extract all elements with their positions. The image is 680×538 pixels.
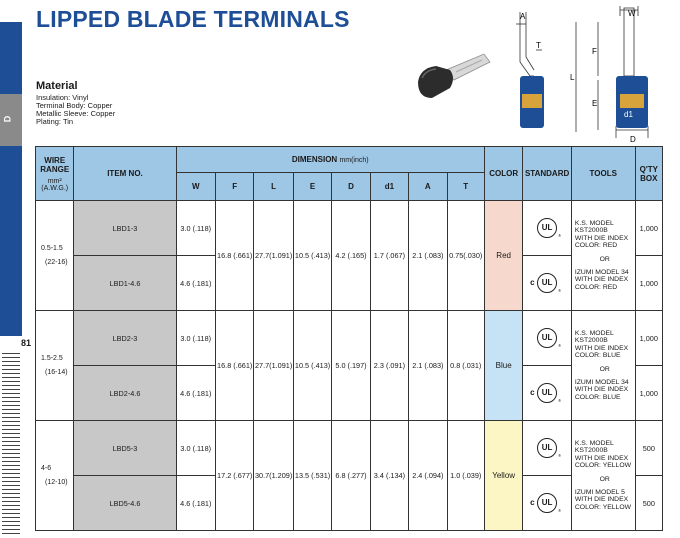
dim-E: 10.5 (.413) — [293, 201, 331, 311]
tools-or: OR — [599, 366, 610, 373]
dim-F: 16.8 (.661) — [215, 201, 253, 311]
technical-drawing — [500, 2, 676, 144]
standard-cell — [523, 201, 572, 256]
cul-listed-icon: c UL ® — [537, 273, 557, 293]
wire-range-cell — [36, 421, 74, 531]
standard-cell — [523, 366, 572, 421]
ul-listed-icon: UL ® — [537, 438, 557, 458]
qty-cell: 500 — [635, 476, 662, 531]
header-wire-range-unit: mm² — [47, 177, 62, 185]
tools-line: K.S. MODEL — [574, 219, 614, 227]
dim-label-W: W — [628, 9, 636, 18]
tools-line: K.S. MODEL — [574, 439, 614, 447]
dim-T: 0.75(.030) — [447, 201, 484, 311]
sidebar-blue-band — [0, 22, 22, 94]
dim-label-T: T — [536, 41, 541, 50]
dim-D: 5.0 (.197) — [332, 311, 370, 421]
standard-cell — [523, 256, 572, 311]
wire-range-mm2: 4-6 — [41, 464, 52, 472]
header-box-label: BOX — [640, 173, 658, 183]
item-number: LBD5-3 — [74, 421, 176, 476]
header-col-L: L — [254, 173, 293, 201]
color-cell: Blue — [484, 311, 522, 421]
qty-cell: 1,000 — [635, 366, 662, 421]
tools-or: OR — [599, 256, 610, 263]
dim-F: 17.2 (.677) — [215, 421, 253, 531]
header-qty — [635, 147, 662, 201]
header-dimension-label: DIMENSION — [291, 155, 338, 164]
wire-range-awg: (16-14) — [45, 368, 68, 376]
dim-F: 16.8 (.661) — [215, 311, 253, 421]
page-number: 81 — [21, 338, 32, 348]
tools-line: COLOR: BLUE — [574, 352, 621, 360]
ul-listed-icon: UL ® — [537, 218, 557, 238]
page-title: LIPPED BLADE TERMINALS — [36, 6, 350, 32]
qty-cell: 500 — [635, 421, 662, 476]
tools-line: WITH DIE INDEX — [574, 276, 629, 284]
header-color: COLOR — [484, 147, 522, 201]
qty-cell: 1,000 — [635, 311, 662, 366]
header-col-E: E — [293, 173, 331, 201]
qty-cell: 1,000 — [635, 256, 662, 311]
dim-label-F: F — [592, 47, 597, 56]
table-row — [36, 421, 663, 476]
qty-cell: 1,000 — [635, 201, 662, 256]
wire-range-mm2: 0.5-1.5 — [41, 244, 63, 252]
dim-label-E: E — [592, 99, 598, 108]
tools-line: KST2000B — [574, 337, 608, 345]
tools-line: COLOR: RED — [574, 283, 618, 291]
header-item-no: ITEM NO. — [74, 147, 176, 201]
tools-line: KST2000B — [574, 447, 608, 455]
header-dimension — [176, 147, 484, 173]
tools-line: COLOR: YELLOW — [574, 462, 632, 470]
tools-cell — [571, 421, 635, 531]
material-line: Plating: Tin — [36, 117, 74, 126]
cul-listed-icon: c UL ® — [537, 493, 557, 513]
wire-range-awg: (12-10) — [45, 478, 68, 486]
dim-W: 4.6 (.181) — [176, 366, 215, 421]
dim-D: 6.8 (.277) — [332, 421, 370, 531]
dim-W: 4.6 (.181) — [176, 476, 215, 531]
dim-d1: 3.4 (.134) — [370, 421, 408, 531]
standard-cell — [523, 311, 572, 366]
dim-A: 2.1 (.083) — [409, 201, 447, 311]
header-standard: STANDARD — [523, 147, 572, 201]
color-cell: Red — [484, 201, 522, 311]
item-number: LBD1-4.6 — [74, 256, 176, 311]
cul-listed-icon: c UL ® — [537, 383, 557, 403]
tools-cell — [571, 201, 635, 311]
tools-or: OR — [599, 476, 610, 483]
dim-d1: 2.3 (.091) — [370, 311, 408, 421]
dim-E: 13.5 (.531) — [293, 421, 331, 531]
dim-E: 10.5 (.413) — [293, 311, 331, 421]
header-col-D: D — [332, 173, 370, 201]
dim-label-L: L — [570, 73, 575, 82]
header-col-F: F — [215, 173, 253, 201]
wire-range-cell — [36, 201, 74, 311]
header-col-T: T — [447, 173, 484, 201]
tools-line: KST2000B — [574, 227, 608, 235]
header-wire-range — [36, 147, 74, 201]
material-line: Terminal Body: Copper — [36, 101, 113, 110]
material-line: Metallic Sleeve: Copper — [36, 109, 116, 118]
dim-W: 3.0 (.118) — [176, 201, 215, 256]
dim-label-d1: d1 — [624, 110, 633, 119]
tools-line: WITH DIE INDEX — [574, 454, 629, 462]
header-wire-range-label: WIRE RANGE — [40, 155, 70, 174]
tools-line: WITH DIE INDEX — [574, 386, 629, 394]
spec-table-body — [36, 201, 663, 531]
standard-cell — [523, 421, 572, 476]
wire-range-cell — [36, 311, 74, 421]
material-line: Insulation: Vinyl — [36, 93, 89, 102]
tools-cell — [571, 311, 635, 421]
wire-range-awg: (22-16) — [45, 258, 68, 266]
table-row — [36, 311, 663, 366]
dim-A: 2.1 (.083) — [409, 311, 447, 421]
header-col-d1: d1 — [370, 173, 408, 201]
tools-line: COLOR: RED — [574, 242, 618, 250]
dim-W: 3.0 (.118) — [176, 311, 215, 366]
ruler-ticks — [2, 350, 20, 536]
spec-table — [35, 146, 663, 531]
tools-line: COLOR: BLUE — [574, 393, 621, 401]
tools-line: IZUMI MODEL 34 — [574, 268, 629, 276]
dim-W: 3.0 (.118) — [176, 421, 215, 476]
dim-L: 27.7(1.091) — [254, 201, 293, 311]
header-col-W: W — [176, 173, 215, 201]
color-cell: Yellow — [484, 421, 522, 531]
dim-d1: 1.7 (.067) — [370, 201, 408, 311]
tools-line: WITH DIE INDEX — [574, 234, 629, 242]
dim-L: 27.7(1.091) — [254, 311, 293, 421]
dim-label-A: A — [520, 12, 526, 21]
dim-T: 0.8 (.031) — [447, 311, 484, 421]
dim-D: 4.2 (.165) — [332, 201, 370, 311]
dim-T: 1.0 (.039) — [447, 421, 484, 531]
standard-cell — [523, 476, 572, 531]
material-heading: Material — [36, 80, 78, 92]
tools-line: IZUMI MODEL 34 — [574, 378, 629, 386]
sidebar-section-tab[interactable] — [0, 94, 22, 146]
dim-W: 4.6 (.181) — [176, 256, 215, 311]
item-number: LBD2-3 — [74, 311, 176, 366]
sidebar-blue-band-lower — [0, 146, 22, 336]
dim-label-D: D — [630, 135, 636, 144]
dim-L: 30.7(1.209) — [254, 421, 293, 531]
dim-A: 2.4 (.094) — [409, 421, 447, 531]
item-number: LBD5-4.6 — [74, 476, 176, 531]
header-wire-range-awg: (A.W.G.) — [41, 184, 69, 192]
item-number: LBD1-3 — [74, 201, 176, 256]
tools-line: WITH DIE INDEX — [574, 496, 629, 504]
header-qty-label: Q'TY — [639, 164, 658, 174]
tools-line: WITH DIE INDEX — [574, 344, 629, 352]
tools-line: IZUMI MODEL 5 — [574, 488, 625, 496]
header-dimension-unit: mm(inch) — [339, 157, 369, 164]
header-tools: TOOLS — [571, 147, 635, 201]
item-number: LBD2-4.6 — [74, 366, 176, 421]
product-photo — [412, 48, 492, 104]
table-row — [36, 201, 663, 256]
header-col-A: A — [409, 173, 447, 201]
section-tab-letter: D — [2, 115, 13, 123]
ul-listed-icon: UL ® — [537, 328, 557, 348]
wire-range-mm2: 1.5-2.5 — [41, 354, 63, 362]
tools-line: COLOR: YELLOW — [574, 503, 632, 511]
tools-line: K.S. MODEL — [574, 329, 614, 337]
sidebar — [0, 0, 22, 538]
